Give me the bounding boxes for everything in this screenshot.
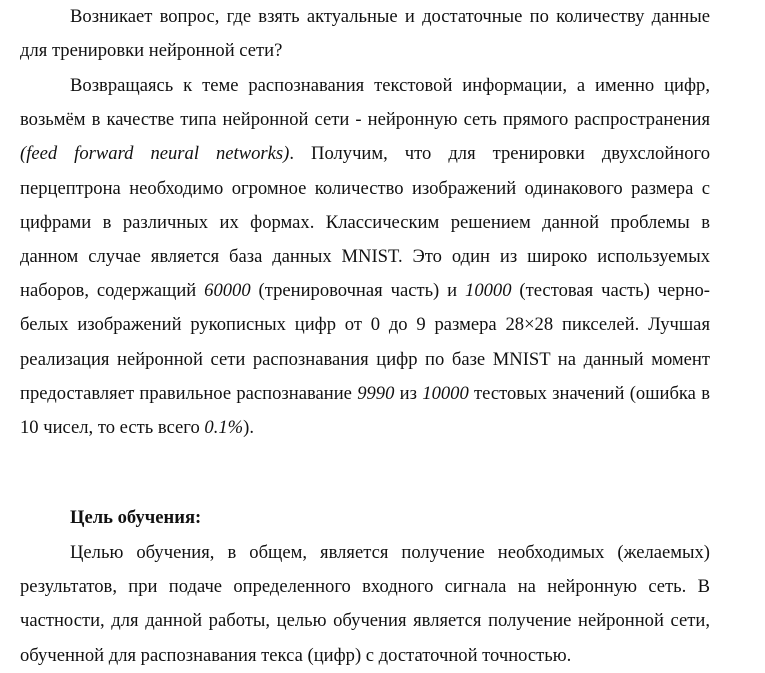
paragraph-mnist-text-3: (тренировочная часть) и	[250, 280, 466, 302]
paragraph-mnist-text-2: . Получим, что для тренировки двухслойного перцептрона необходимо огромное количество изображений одинакового размера с цифрами в различных их формах. Классическим решением данной проблемы в данном случае является база данных MNIST. Это один из широко используемых наборов, содержащий	[20, 143, 710, 302]
paragraph-mnist-text-6: тестовых значений (ошибка в 10 чисел, то есть всего	[20, 382, 711, 439]
paragraph-mnist-text-7: ).	[243, 417, 254, 439]
section-heading: Цель обучения:	[70, 507, 202, 528]
paragraph-mnist-text-5: из	[394, 382, 423, 404]
paragraph-mnist	[20, 69, 710, 445]
paragraph-mnist-italic-correct-count: 9990	[357, 382, 395, 404]
paragraph-mnist-italic-ffnn: (feed forward neural networks)	[20, 143, 290, 165]
paragraph-training-goal: Целью обучения, в общем, является получение необходимых (желаемых) результатов, при подаче определенного входного сигнала на нейронную сеть. В частности, для данной работы, целью обучения является получение нейронной сети, обученной для распознавания текса (цифр) с достаточной точностью.	[20, 542, 710, 666]
paragraph-mnist-text-1: Возвращаясь к теме распознавания текстовой информации, а именно цифр, возьмём в качестве типа нейронной сети - нейронную сеть прямого распространения	[20, 75, 710, 131]
paragraph-mnist-italic-total-count: 10000	[422, 382, 469, 404]
paragraph-mnist-italic-error-rate: 0.1%	[204, 417, 244, 439]
paragraph-mnist-italic-train-count: 60000	[204, 280, 251, 302]
paragraph-mnist-italic-test-count: 10000	[465, 280, 512, 302]
paragraph-mnist-text-4: (тестовая часть) черно-белых изображений рукописных цифр от 0 до 9 размера 28×28 пикселей. Лучшая реализация нейронной сети распознавания цифр по базе MNIST на данный момент предоставляет правильное распознавание	[20, 280, 711, 404]
paragraph-question: Возникает вопрос, где взять актуальные и достаточные по количеству данные для тренировки нейронной сети?	[20, 6, 710, 62]
